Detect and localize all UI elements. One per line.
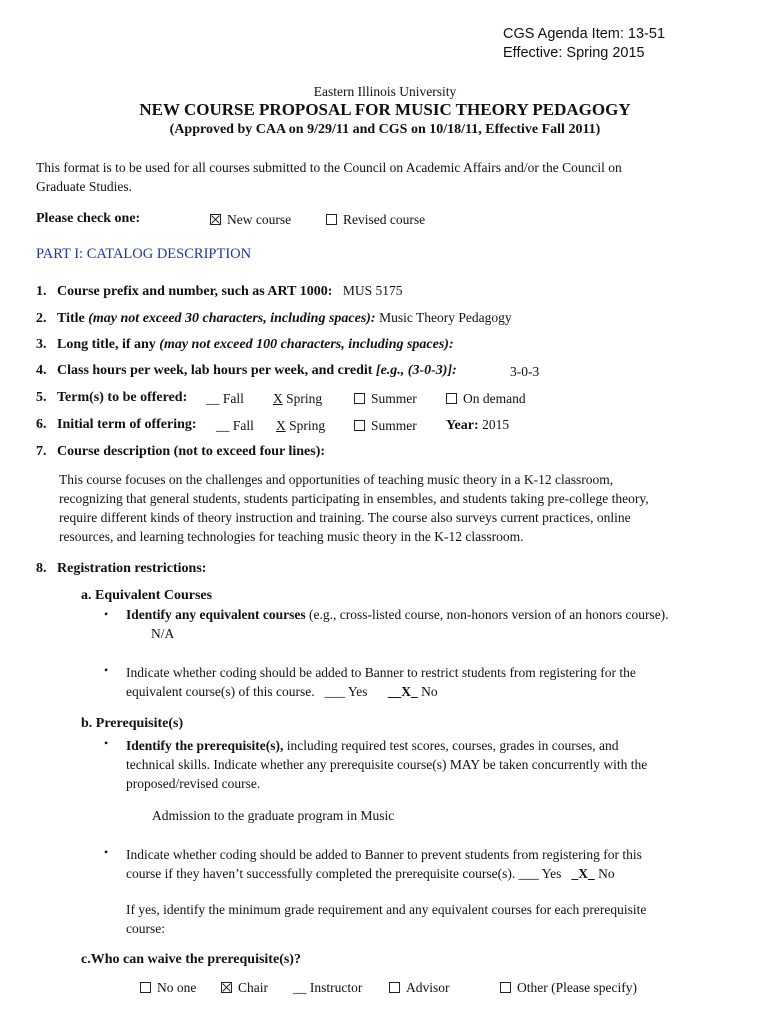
term-spring-label: Spring [286,391,323,406]
equivalent-yes[interactable]: ___ Yes [324,684,368,699]
waive-other[interactable]: Other (Please specify) [500,980,637,996]
equivalent-no[interactable]: __X_ No [387,684,438,699]
equivalent-banner-coding [126,663,636,701]
item-number: 2. [36,311,47,326]
term-spring[interactable] [273,391,322,407]
equivalent-identify [126,607,669,623]
waive-heading: c.Who can waive the prerequisite(s)? [81,952,301,967]
item-note: [e.g., (3-0-3)]: [375,363,457,378]
item-label: Registration restrictions: [57,561,207,576]
waive-chair[interactable]: Chair [221,980,268,996]
new-course-label: New course [227,212,292,227]
effective-date: Effective: Spring 2015 [503,45,645,61]
checkbox-icon[interactable] [326,214,337,225]
item-number: 8. [36,561,47,576]
agenda-item: CGS Agenda Item: 13-51 [503,26,666,42]
term-summer[interactable] [354,391,417,407]
equivalent-identify-bold: Identify any equivalent courses [126,607,306,622]
term-on-demand-label: On demand [463,391,526,406]
year-value: 2015 [482,417,510,432]
prerequisite-yes[interactable]: ___ Yes [518,866,562,881]
item-8 [36,561,206,577]
bullet: • [104,607,109,621]
document-title: NEW COURSE PROPOSAL FOR MUSIC THEORY PEDAGOGY [139,100,631,119]
item-number: 6. [36,417,47,432]
prerequisites-heading: b. Prerequisite(s) [81,716,184,731]
item-number: 7. [36,444,47,459]
text-line: equivalent course(s) of this course. ___ Yes __X_ No [126,684,438,699]
text-line: proposed/revised course. [126,776,261,791]
initial-spring[interactable] [276,418,325,434]
course-description [59,470,649,546]
bullet: • [104,736,109,750]
description-line: require different kinds of theory instruction and training. The course also surveys current practices, online [59,510,631,525]
item-1 [36,283,403,300]
revised-course-option[interactable] [326,212,425,228]
intro-line: Graduate Studies. [36,179,132,194]
equivalent-identify-rest: (e.g., cross-listed course, non-honors version of an honors course). [305,607,669,622]
agenda-header [503,25,665,63]
item-number: 4. [36,363,47,378]
item-label: Term(s) to be offered: [57,390,188,405]
checkbox-icon[interactable] [140,982,151,993]
item-label: Class hours per week, lab hours per week, and credit [57,363,373,378]
intro-text [36,158,622,196]
term-on-demand[interactable] [446,391,526,407]
check-label: Please check one: [36,211,141,226]
term-fall[interactable]: __ Fall [206,391,244,406]
equivalent-value: N/A [151,626,175,641]
bullet: • [104,845,109,859]
item-label: Title [57,311,85,326]
description-line: recognizing that general students, students participating in ensembles, and students taking pre-college theory, [59,491,649,506]
bullet: • [104,663,109,677]
equivalent-courses-heading: a. Equivalent Courses [81,588,213,603]
course-number-value: MUS 5175 [342,283,403,298]
waive-no-one[interactable]: No one [140,980,196,996]
text-line: If yes, identify the minimum grade requirement and any equivalent courses for each prerequisite [126,902,647,917]
checkbox-icon[interactable] [354,393,365,404]
item-2 [36,310,512,327]
text-line: Indicate whether coding should be added to Banner to restrict students from registering for the [126,665,636,680]
item-7 [36,444,325,460]
item-5 [36,390,187,406]
checked-box-icon[interactable] [221,982,232,993]
item-number: 5. [36,390,47,405]
minimum-grade-note [126,900,646,938]
item-number: 3. [36,337,47,352]
waive-advisor[interactable]: Advisor [389,980,450,996]
text-line: technical skills. Indicate whether any prerequisite course(s) MAY be taken concurrently with the [126,757,648,772]
text-line: course: [126,921,165,936]
checkbox-icon[interactable] [446,393,457,404]
description-line: This course focuses on the challenges and opportunities of teaching music theory in a K-12 classroom, [59,472,614,487]
initial-year [446,417,509,434]
item-label: Long title, if any [57,337,156,352]
initial-summer[interactable] [354,418,417,434]
item-label: Course description (not to exceed four lines): [57,444,326,459]
item-label: Course prefix and number, such as ART 1000: [57,284,333,299]
checked-box-icon[interactable] [210,214,221,225]
prerequisite-identify [126,736,647,793]
text-line: Identify the prerequisite(s), including required test scores, courses, grades in courses, and [126,738,619,753]
prerequisite-no[interactable]: _X_ No [571,866,615,881]
year-label: Year: [446,418,479,433]
text-line: course if they haven’t successfully completed the prerequisite course(s). ___ Yes _X_ No [126,866,615,881]
item-note: (may not exceed 30 characters, including spaces): [88,311,376,326]
part1-heading: PART I: CATALOG DESCRIPTION [36,246,252,262]
document-subtitle: (Approved by CAA on 9/29/11 and CGS on 10/18/11, Effective Fall 2011) [169,122,601,137]
item-6 [36,417,197,433]
revised-course-label: Revised course [343,212,426,227]
initial-summer-label: Summer [371,418,417,433]
intro-line: This format is to be used for all courses submitted to the Council on Academic Affairs and/or the Council on [36,160,622,175]
new-course-option[interactable] [210,212,291,228]
university-name: Eastern Illinois University [313,84,457,99]
term-summer-label: Summer [371,391,417,406]
title-value: Music Theory Pedagogy [379,310,512,325]
initial-spring-mark: X [276,418,286,433]
waive-instructor[interactable]: __ Instructor [293,980,363,995]
initial-fall[interactable]: __ Fall [216,418,254,433]
checkbox-icon[interactable] [500,982,511,993]
credit-value: 3-0-3 [510,364,540,379]
item-note: (may not exceed 100 characters, including spaces): [159,337,454,352]
item-3 [36,337,454,353]
text-line: Indicate whether coding should be added to Banner to prevent students from registering for this [126,847,642,862]
item-number: 1. [36,284,47,299]
initial-spring-label: Spring [289,418,326,433]
checkbox-icon[interactable] [389,982,400,993]
prerequisite-banner-coding [126,845,642,883]
prerequisite-value: Admission to the graduate program in Music [152,808,395,823]
description-line: resources, and learning technologies for teaching music theory in the K-12 classroom. [59,529,524,544]
checkbox-icon[interactable] [354,420,365,431]
item-4 [36,363,457,379]
item-label: Initial term of offering: [57,417,197,432]
term-spring-mark: X [273,391,283,406]
